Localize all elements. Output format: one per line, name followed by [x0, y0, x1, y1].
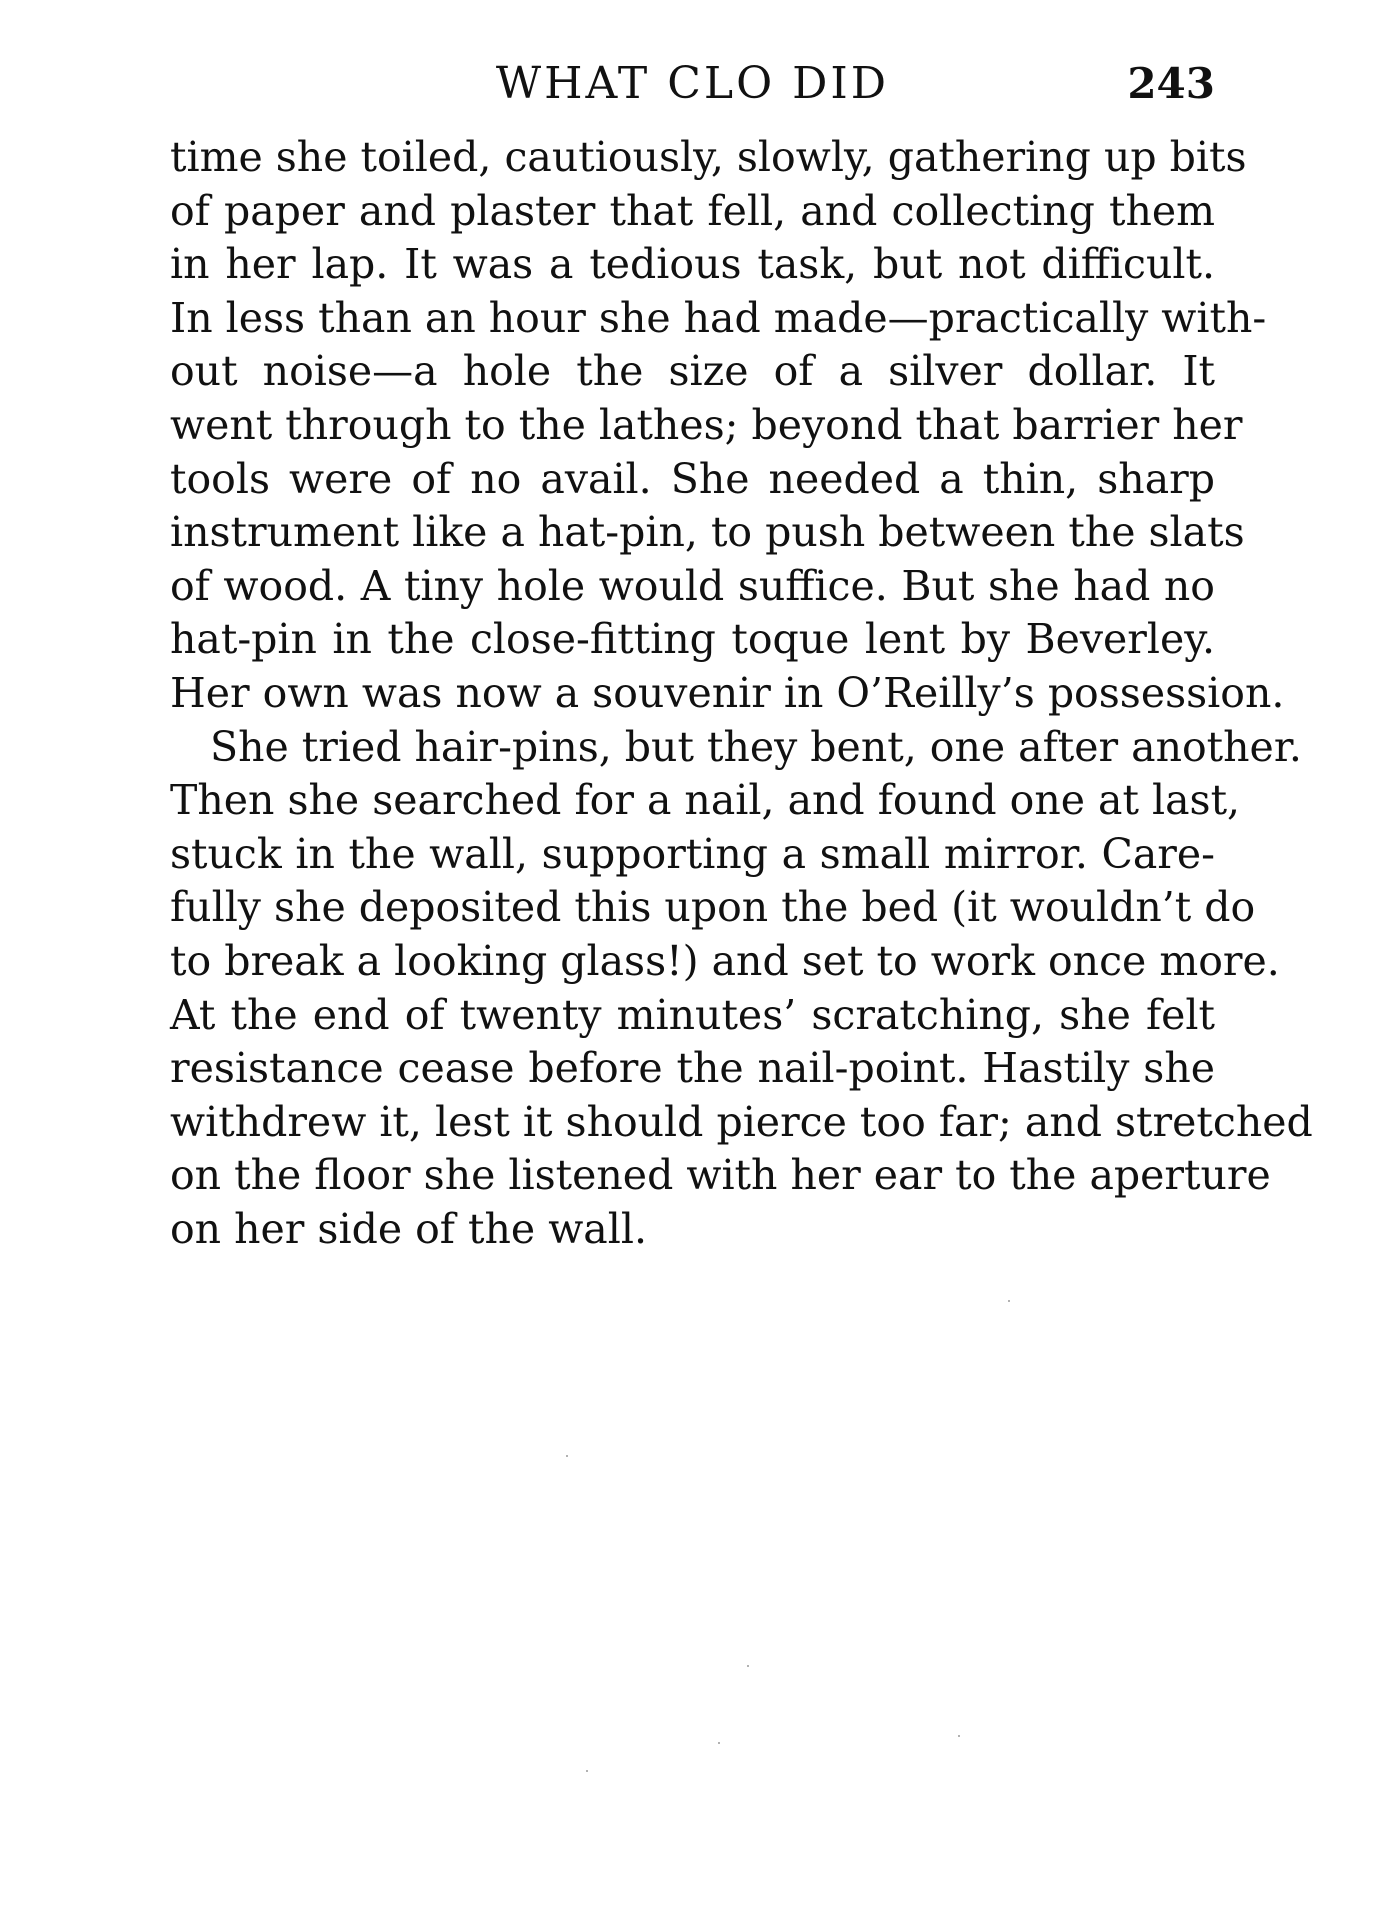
text-line: resistance cease before the nail-point. Hastily she — [170, 1044, 1215, 1093]
scan-speck — [586, 1770, 588, 1772]
text-line: She tried hair-pins, but they bent, one after another. — [210, 722, 1302, 771]
text-line: in her lap. It was a tedious task, but not difficult. — [170, 240, 1215, 289]
text-line: Her own was now a souvenir in O’Reilly’s possession. — [170, 668, 1285, 717]
scan-speck — [566, 1455, 568, 1457]
scan-speck — [747, 1665, 749, 1667]
text-line: out noise—a hole the size of a silver dollar. It — [170, 347, 1215, 396]
text-line: went through to the lathes; beyond that barrier her — [170, 400, 1243, 449]
scan-speck — [1008, 1300, 1010, 1302]
text-line: on her side of the wall. — [170, 1204, 647, 1253]
text-line: time she toiled, cautiously, slowly, gathering up bits — [170, 133, 1247, 181]
scan-speck — [958, 1735, 960, 1737]
text-line: of wood. A tiny hole would suffice. But she had no — [170, 561, 1215, 610]
scan-speck — [718, 1742, 720, 1744]
text-line: fully she deposited this upon the bed (it wouldn’t do — [170, 883, 1256, 932]
text-line: to break a looking glass!) and set to work once more. — [170, 936, 1280, 985]
text-line: instrument like a hat-pin, to push between the slats — [170, 508, 1245, 557]
text-line: tools were of no avail. She needed a thin, sharp — [170, 454, 1215, 503]
body-text — [170, 131, 1313, 1256]
page-number: 243 — [1127, 59, 1215, 108]
text-line: on the floor she listened with her ear to the aperture — [170, 1151, 1271, 1200]
text-line: of paper and plaster that fell, and collecting them — [170, 186, 1215, 235]
running-title: WHAT CLO DID — [495, 58, 890, 109]
text-line: hat-pin in the close-fitting toque lent by Beverley. — [170, 615, 1215, 664]
text-line: withdrew it, lest it should pierce too far; and stretched — [170, 1097, 1313, 1146]
text-line: Then she searched for a nail, and found one at last, — [170, 776, 1241, 825]
text-line: stuck in the wall, supporting a small mirror. Care- — [170, 829, 1215, 878]
text-line: At the end of twenty minutes’ scratching, she felt — [170, 990, 1215, 1039]
text-line: In less than an hour she had made—practically with- — [170, 293, 1267, 342]
running-head — [170, 58, 1215, 110]
